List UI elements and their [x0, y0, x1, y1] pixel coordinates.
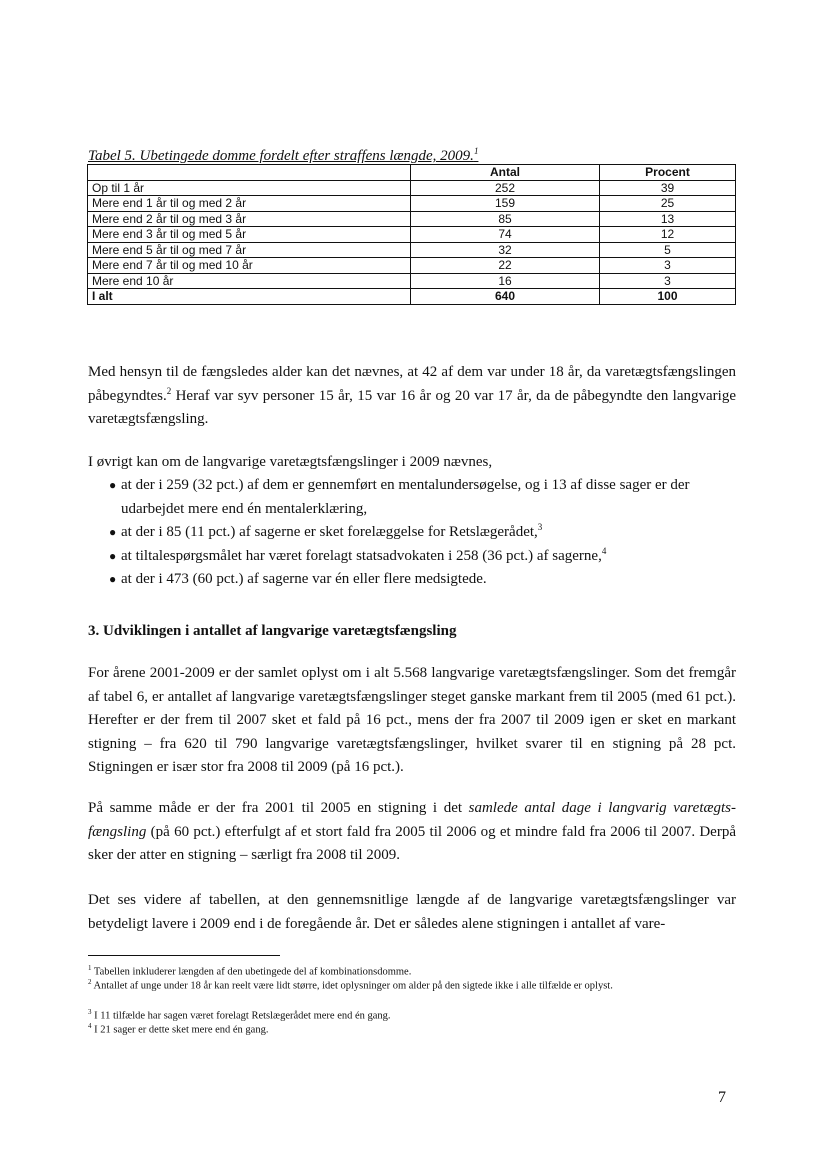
table-header-row — [88, 165, 736, 181]
row-procent: 3 — [600, 273, 736, 289]
bullet-icon: ● — [109, 572, 117, 586]
row-antal: 252 — [411, 180, 600, 196]
header-cell-procent: Procent — [600, 165, 736, 181]
list-item — [88, 521, 736, 545]
footnote-text: Tabellen inkluderer længden af den ubetingede del af kombinationsdomme. — [91, 966, 412, 978]
footnote-number: 2 — [88, 978, 92, 986]
bullet-icon: ● — [109, 525, 117, 539]
table-caption — [88, 146, 478, 165]
row-label: Mere end 3 år til og med 5 år — [88, 227, 411, 243]
row-label: Op til 1 år — [88, 180, 411, 196]
row-label: Mere end 7 år til og med 10 år — [88, 258, 411, 274]
row-label: Mere end 1 år til og med 2 år — [88, 196, 411, 212]
bullet-icon: ● — [109, 548, 117, 563]
header-cell-antal: Antal — [411, 165, 600, 181]
footnote-text: I 21 sager er dette sket mere end én gang. — [91, 1024, 269, 1036]
total-label: I alt — [88, 289, 411, 305]
footnote-text: Antallet af unge under 18 år kan reelt være lidt større, idet oplysninger om alder på den sigtede ikke i alle tilfælde er oplyst. — [91, 980, 613, 992]
row-procent: 25 — [600, 196, 736, 212]
table-row — [88, 258, 736, 274]
paragraph-text: (på 60 pct.) efterfulgt af et stort fald fra 2005 til 2006 og et mindre fald fra 2006 til 2007. Derpå sker der atter en stigning – særligt fra 2008 til 2009. — [88, 823, 736, 863]
list-item-text: at der i 85 (11 pct.) af sagerne er sket forelæggelse for Retslægerådet, — [121, 524, 538, 540]
paragraph-text: På samme måde er der fra 2001 til 2005 en stigning i det — [88, 800, 469, 816]
paragraph-days — [88, 797, 736, 868]
header-cell-label — [88, 165, 411, 181]
paragraph-development: For årene 2001-2009 er der samlet oplyst om i alt 5.568 langvarige varetægtsfængslinger. Som det fremgår af tabel 6, er antallet af langvarige varetægtsfængslinger steget ganske markant frem til 2005 (med 61 pct.). Herefter er der frem til 2007 sket et fald på 16 pct., mens der fra 2007 til 2009 igen er sket en markant stigning – fra 620 til 790 langvarige varetægtsfængslinger, hvilket svarer til en stigning på 28 pct. Stigningen er især stor fra 2008 til 2009 (på 16 pct.). — [88, 665, 736, 775]
footnote-number: 3 — [88, 1008, 92, 1016]
footnote-text: I 11 tilfælde har sagen været forelagt Retslægerådet mere end én gang. — [91, 1010, 391, 1022]
paragraph-text: Heraf var syv personer 15 år, 15 var 16 år og 20 var 17 år, da de påbegyndte den langvarige varetægtsfængsling. — [88, 387, 736, 427]
row-procent: 5 — [600, 242, 736, 258]
footnote-ref: 3 — [537, 522, 543, 532]
bullet-icon: ● — [109, 478, 117, 492]
paragraph-emphasis: samlede antal dage i langvarig varetægtsfængsling — [88, 800, 737, 840]
row-label: Mere end 5 år til og med 7 år — [88, 242, 411, 258]
footnote-ref: 2 — [166, 385, 172, 396]
row-procent: 3 — [600, 258, 736, 274]
row-procent: 13 — [600, 211, 736, 227]
row-label: Mere end 2 år til og med 3 år — [88, 211, 411, 227]
table-caption-text: Tabel 5. Ubetingede domme fordelt efter straffens længde, 2009. — [88, 148, 474, 164]
list-item-text: at der i 473 (60 pct.) af sagerne var én eller flere medsigtede. — [121, 571, 487, 587]
row-procent: 12 — [600, 227, 736, 243]
footnote-number: 1 — [88, 964, 92, 972]
sentence-length-table — [87, 164, 736, 305]
list-item-text: at tiltalespørgsmålet har været forelagt statsadvokaten i 258 (36 pct.) af sagerne, — [121, 547, 602, 564]
table-row — [88, 242, 736, 258]
paragraph-average-length: Det ses videre af tabellen, at den gennemsnitlige længde af de langvarige varetægtsfængslinger var betydeligt lavere i 2009 end i de foregående år. Det er således alene stigningen i antallet af vare- — [88, 892, 736, 932]
list-item — [88, 545, 736, 569]
row-antal: 22 — [411, 258, 600, 274]
row-antal: 74 — [411, 227, 600, 243]
list-item — [88, 474, 736, 521]
paragraph-age — [88, 361, 736, 432]
list-item — [88, 568, 736, 592]
paragraph-intro-list: I øvrigt kan om de langvarige varetægtsfængslinger i 2009 nævnes, — [88, 454, 493, 470]
table-caption-footnote-ref: 1 — [473, 146, 479, 156]
table-row — [88, 227, 736, 243]
footnote-2 — [88, 976, 736, 993]
footnote-4 — [88, 1020, 736, 1037]
footnote-divider — [88, 955, 280, 956]
page-number: 7 — [718, 1089, 726, 1106]
row-procent: 39 — [600, 180, 736, 196]
bullet-list — [88, 474, 736, 592]
row-antal: 159 — [411, 196, 600, 212]
table-row — [88, 180, 736, 196]
list-item-text: at der i 259 (32 pct.) af dem er gennemført en mentalundersøgelse, og i 13 af disse sager er der udarbejdet mere end én mentalerklæring, — [121, 477, 690, 517]
table-row — [88, 196, 736, 212]
row-antal: 32 — [411, 242, 600, 258]
total-antal: 640 — [411, 289, 600, 305]
table-row — [88, 211, 736, 227]
row-label: Mere end 10 år — [88, 273, 411, 289]
paragraph-text: Med hensyn til de fængsledes alder kan det nævnes, at 42 af dem var under 18 år, da varetægtsfængslingen påbegyndtes. — [88, 364, 736, 404]
total-procent: 100 — [600, 289, 736, 305]
row-antal: 85 — [411, 211, 600, 227]
table-row — [88, 273, 736, 289]
footnote-number: 4 — [88, 1022, 92, 1030]
footnote-ref: 4 — [601, 545, 607, 556]
section-heading: 3. Udviklingen i antallet af langvarige varetægtsfængsling — [88, 623, 457, 639]
table-total-row — [88, 289, 736, 305]
row-antal: 16 — [411, 273, 600, 289]
